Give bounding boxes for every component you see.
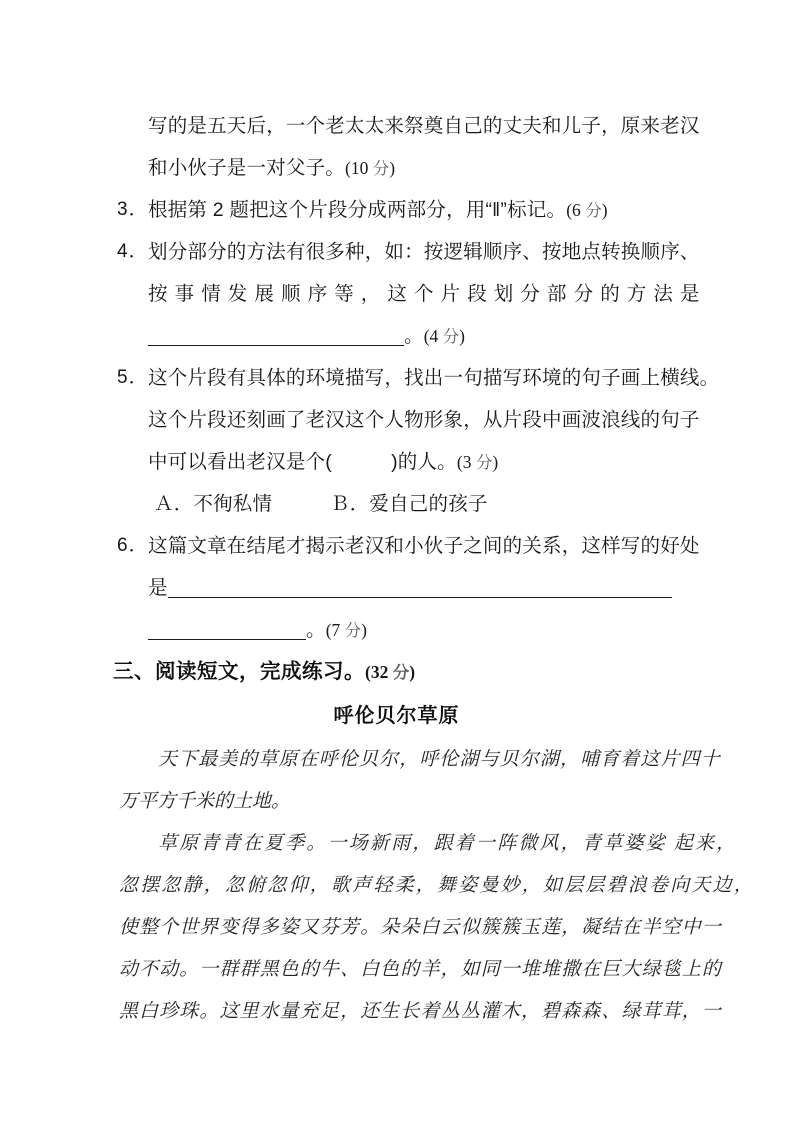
passage-line-text: 万平方千米的土地。 — [119, 791, 291, 812]
question-4-line-1 — [0, 231, 793, 273]
question-2-continued-line-2 — [0, 147, 793, 189]
question-4-answer-line — [0, 315, 793, 357]
question-3-score: (6 分) — [566, 200, 608, 220]
question-3-number: 3． — [117, 199, 149, 220]
article-title-row — [0, 695, 793, 737]
question-5-text-line-2: 这个片段还刻画了老汉这个人物形象，从片段中画波浪线的句子 — [148, 409, 700, 431]
question-4-score: (4 分) — [423, 326, 465, 346]
question-5-text-line-3: 中可以看出老汉是个( )的人。(3 分) — [148, 451, 499, 473]
passage-line-text: 动不动。一群群黑色的牛、白色的羊，如同一堆堆撒在巨大绿毯上的 — [119, 959, 723, 980]
question-6-line-2 — [0, 567, 793, 609]
passage-line-text: 使整个世界变得多姿又芬芳。朵朵白云似簇簇玉莲，凝结在半空中一 — [119, 917, 723, 938]
passage-paragraph-2-line-4 — [0, 949, 793, 991]
passage-line-text: 草原青青在夏季。一场新雨，跟着一阵微风，青草婆娑 起来， — [158, 833, 738, 854]
question-6-answer-blank-1[interactable] — [168, 577, 672, 598]
question-2-score: (10 分) — [345, 158, 396, 178]
question-6-answer-group-2: 。(7 分) — [148, 609, 367, 652]
question-4-answer-blank[interactable] — [148, 325, 404, 346]
question-6-answer-group-1: 是 — [148, 567, 672, 609]
question-4-text-line-1: 划分部分的方法有很多种，如：按逻辑顺序、按地点转换顺序、 — [148, 241, 700, 263]
question-4-answer-group: 。(4 分) — [148, 315, 465, 358]
question-6-line-1 — [0, 525, 793, 567]
question-5-text-line-1: 这个片段有具体的环境描写，找出一句描写环境的句子画上横线。 — [148, 367, 720, 389]
question-2-text-line-1: 写的是五天后，一个老太太来祭奠自己的丈夫和儿子，原来老汉 — [148, 115, 700, 137]
question-5-choices — [0, 483, 793, 525]
section-three-heading-row — [0, 651, 793, 693]
passage-line-text: 天下最美的草原在呼伦贝尔，呼伦湖与贝尔湖，哺育着这片四十 — [158, 749, 721, 770]
question-4-line-2 — [0, 273, 793, 315]
question-4-text-line-2: 按事情发展顺序等，这个片段划分部分的方法是 — [148, 283, 707, 305]
passage-line-text: 忽摆忽静，忽俯忽仰，歌声轻柔，舞姿曼妙，如层层碧浪卷向天边， — [119, 875, 756, 896]
question-4-number: 4． — [117, 241, 149, 262]
question-5-line-2 — [0, 399, 793, 441]
question-5-number: 5． — [117, 367, 149, 388]
passage-line-text: 黑白珍珠。这里水量充足，还生长着丛丛灌木，碧森森、绿茸茸，一 — [119, 1001, 723, 1022]
passage-paragraph-2-line-1 — [0, 823, 793, 865]
question-5-score: (3 分) — [456, 452, 499, 472]
passage-paragraph-2-line-3 — [0, 907, 793, 949]
question-2-text-line-2: 和小伙子是一对父子。(10 分) — [148, 157, 396, 179]
passage-paragraph-2-line-5 — [0, 991, 793, 1033]
question-2-continued-line-1 — [0, 105, 793, 147]
article-title: 呼伦贝尔草原 — [333, 705, 460, 727]
passage-paragraph-1-line-1 — [0, 739, 793, 781]
question-6-line-3 — [0, 609, 793, 651]
question-5-choice-b[interactable]: Ｂ．爱自己的孩子 — [330, 493, 488, 515]
question-5-line-3 — [0, 441, 793, 483]
question-3-text: 根据第 2 题把这个片段分成两部分，用“‖”标记。(6 分) — [148, 199, 608, 221]
passage-paragraph-1-line-2 — [0, 781, 793, 823]
section-three-score: (32 分) — [365, 662, 416, 682]
passage-paragraph-2-line-2 — [0, 865, 793, 907]
question-5-line-1 — [0, 357, 793, 399]
question-6-text-line-1: 这篇文章在结尾才揭示老汉和小伙子之间的关系，这样写的好处 — [148, 535, 700, 557]
question-5-choice-a[interactable]: Ａ．不徇私情 — [154, 493, 273, 515]
section-three-heading: 三、阅读短文，完成练习。(32 分) — [113, 660, 416, 683]
question-6-score: (7 分) — [325, 620, 367, 640]
question-6-answer-blank-2[interactable] — [148, 619, 306, 640]
question-6-number: 6． — [117, 535, 149, 556]
question-3 — [0, 189, 793, 231]
